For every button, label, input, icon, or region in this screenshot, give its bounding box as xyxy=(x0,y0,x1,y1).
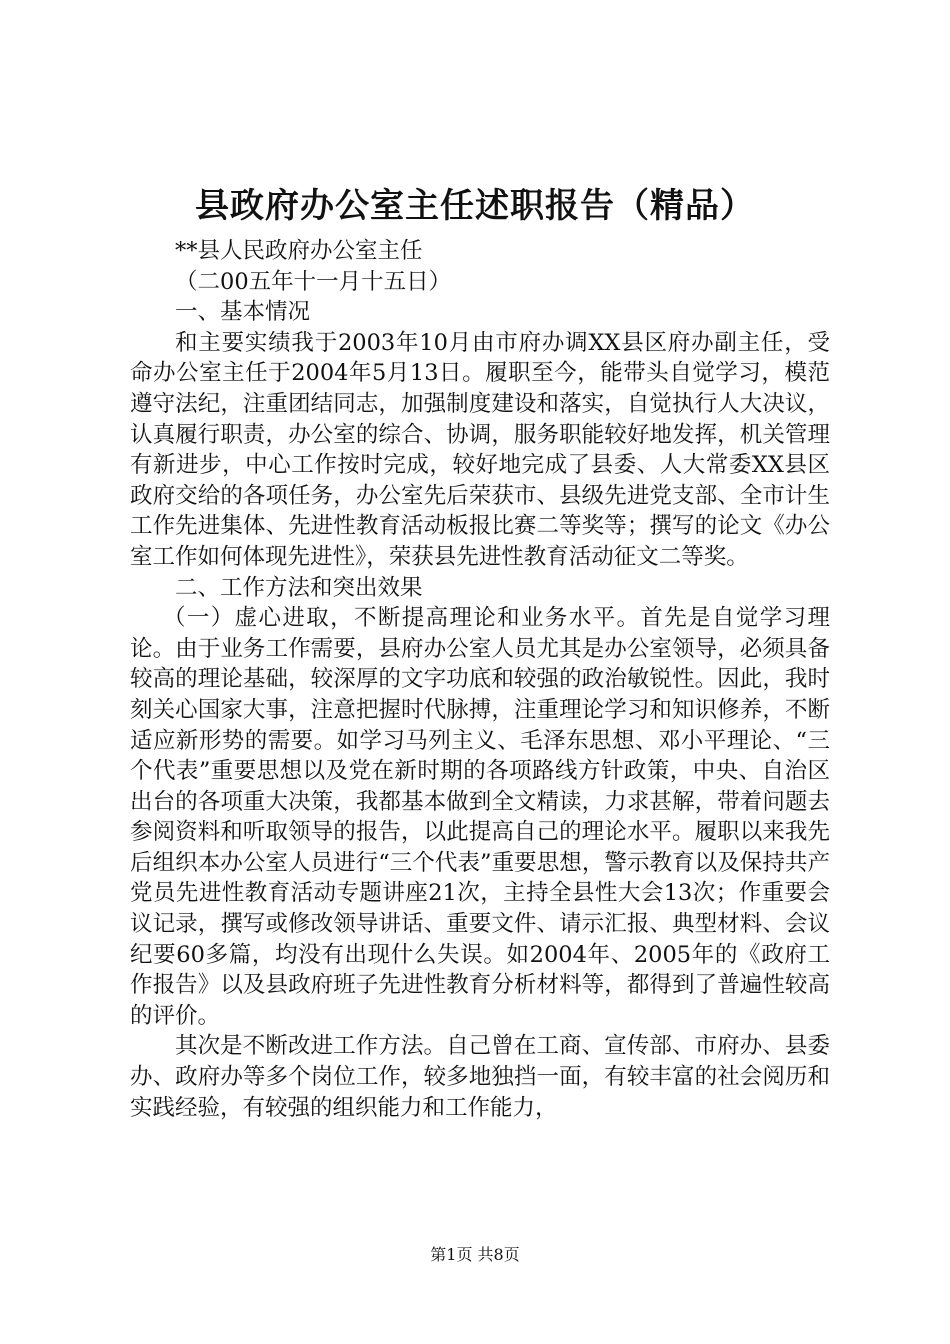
paragraph-theory-study: （一）虚心进取，不断提高理论和业务水平。首先是自觉学习理论。由于业务工作需要，县府办公室人员尤其是办公室领导，必须具备较高的理论基础，较深厚的文字功底和较强的政治敏锐性。因此，我时刻关心国家大事，注意把握时代脉搏，注重理论学习和知识修养，不断适应新形势的需要。如学习马列主义、毛泽东思想、邓小平理论、“三个代表”重要思想以及党在新时期的各项路线方针政策，中央、自治区出台的各项重大决策，我都基本做到全文精读，力求甚解，带着问题去参阅资料和听取领导的报告，以此提高自己的理论水平。履职以来我先后组织本办公室人员进行“三个代表”重要思想，警示教育以及保持共产党员先进性教育活动专题讲座21次，主持全县性大会13次；作重要会议记录，撰写或修改领导讲话、重要文件、请示汇报、典型材料、会议纪要60多篇，均没有出现什么失误。如2004年、2005年的《政府工作报告》以及县政府班子先进性教育分析材料等，都得到了普遍性较高的评价。 xyxy=(130,605,830,1029)
section-heading-methods: 二、工作方法和突出效果 xyxy=(175,574,423,601)
document-body xyxy=(130,236,830,1123)
document-title: 县政府办公室主任述职报告（精品） xyxy=(195,186,755,226)
paragraph-achievements: 和主要实绩我于2003年10月由市府办调XX县区府办副主任，受命办公室主任于2004年5月13日。履职至今，能带头自觉学习，模范遵守法纪，注重团结同志，加强制度建设和落实，自觉执行人大决议，认真履行职责，办公室的综合、协调，服务职能较好地发挥，机关管理有新进步，中心工作按时完成，较好地完成了县委、人大常委XX县区政府交给的各项任务，办公室先后荣获市、县级先进党支部、全市计生工作先进集体、先进性教育活动板报比赛二等奖等；撰写的论文《办公室工作如何体现先进性》，荣获县先进性教育活动征文二等奖。 xyxy=(130,329,830,570)
paragraph-work-methods: 其次是不断改进工作方法。自己曾在工商、宣传部、市府办、县委办、政府办等多个岗位工作，较多地独挡一面，有较丰富的社会阅历和实践经验，有较强的组织能力和工作能力， xyxy=(130,1033,830,1121)
page-number-footer: 第1页 共8页 xyxy=(430,1245,520,1264)
author-line: **县人民政府办公室主任 xyxy=(175,238,423,264)
section-heading-basic: 一、基本情况 xyxy=(175,299,311,326)
date-line: （二00五年十一月十五日） xyxy=(175,268,452,295)
